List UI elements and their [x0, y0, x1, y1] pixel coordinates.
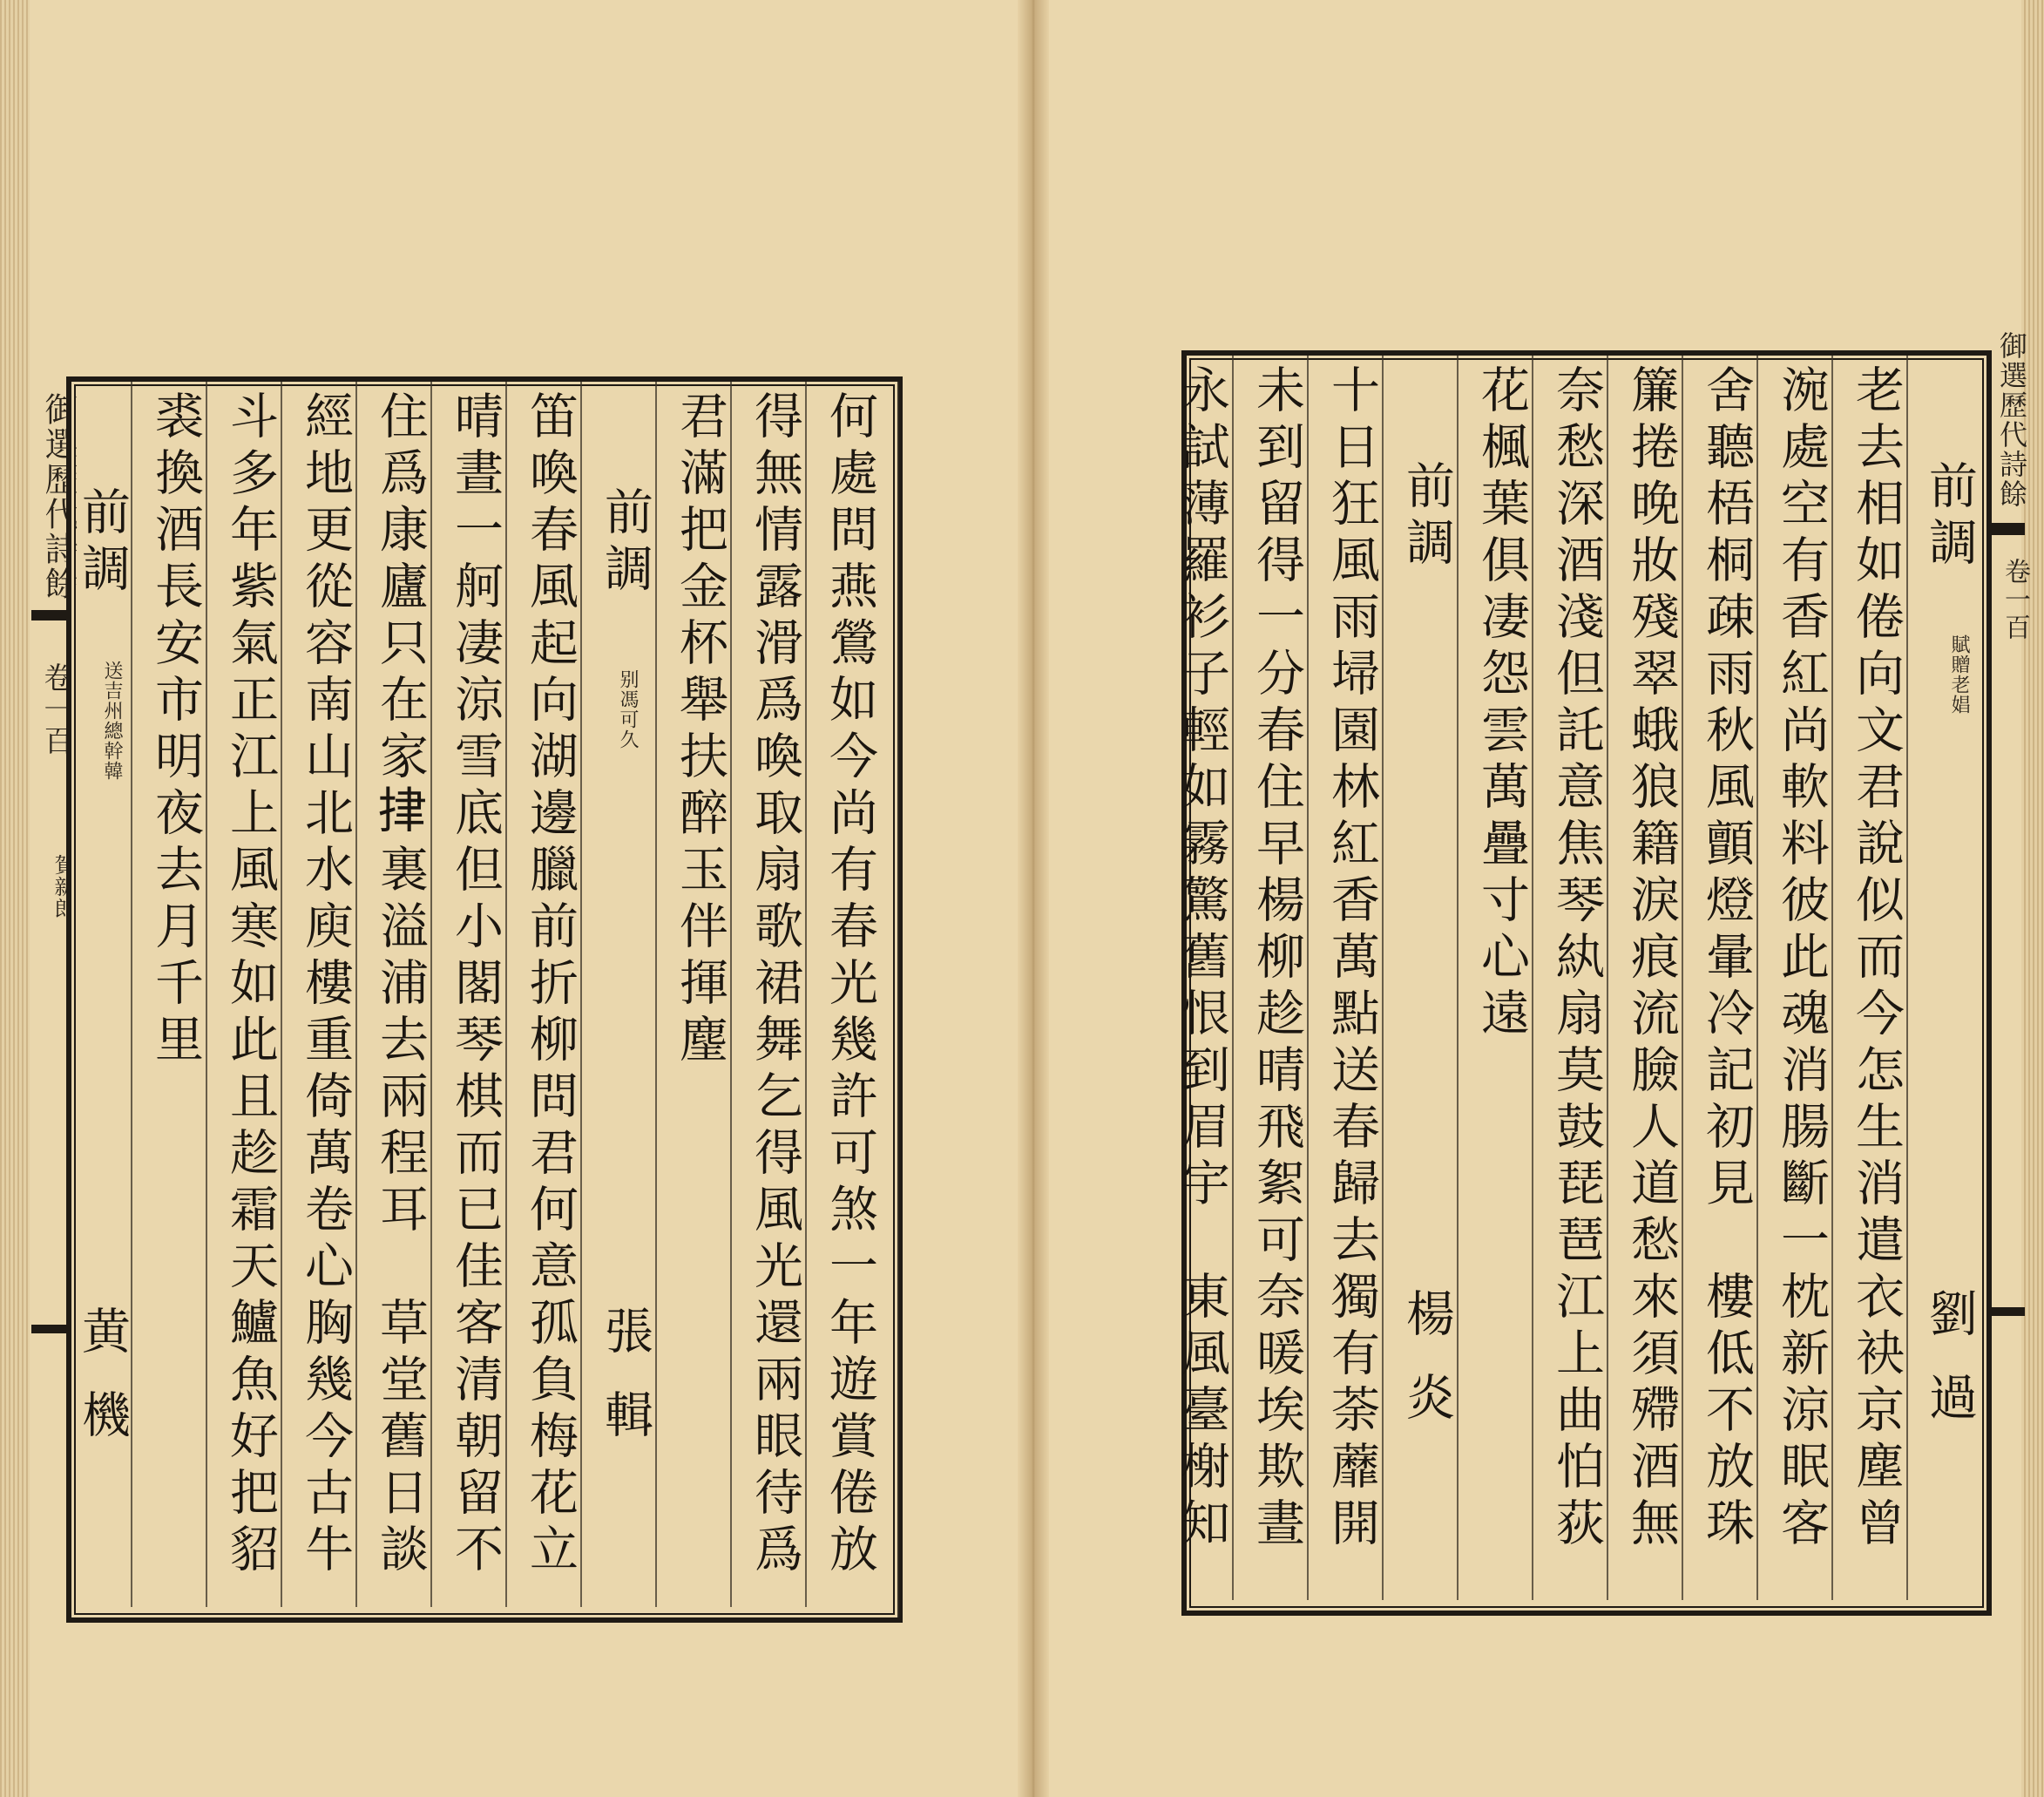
left-author-zhangji: 張輯	[597, 1305, 653, 1473]
right-author-liuguo: 劉過	[1921, 1288, 1978, 1455]
right-col-3: 涴處空有香紅尚軟料彼此魂消腸斷一枕新涼眠客	[1773, 364, 1830, 1554]
left-col-8: 經地更從容南山北水庾樓重倚萬卷心胸幾今古牛	[297, 390, 354, 1580]
right-col-8-heading: 前調	[1398, 460, 1455, 573]
left-col-2: 得無情露滑爲喚取扇歌裙舞乞得風光還兩眼待爲	[747, 390, 803, 1580]
right-margin-juan: 卷一百	[2000, 558, 2030, 641]
right-col-6: 奈愁深酒淺但託意焦琴紈扇莫鼓琵琶江上曲怕荻	[1548, 364, 1605, 1554]
right-col-7: 花楓葉俱凄怨雲萬疊寸心遠	[1473, 364, 1530, 1044]
left-columns	[71, 382, 897, 1607]
right-col-5: 簾捲晚妝殘翠蛾狼籍淚痕流臉人道愁來須殢酒無	[1623, 364, 1680, 1554]
left-col-4-heading: 前調	[597, 486, 653, 600]
right-author-yangyan: 楊炎	[1398, 1288, 1455, 1455]
left-col-1: 何處問燕鶯如今尚有春光幾許可煞一年遊賞倦放	[822, 390, 878, 1580]
right-col-2: 老去相如倦向文君說似而今怎生消遣衣袂京塵曾	[1848, 364, 1905, 1554]
left-col-6: 晴晝一舸凄涼雪底但小閣琴棋而已佳客清朝留不	[447, 390, 504, 1580]
left-col-7: 住爲康廬只在家𢫫裏溢浦去兩程耳 草堂舊日談	[372, 390, 429, 1580]
right-col-10: 未到留得一分春住早楊柳趁晴飛絮可奈暖埃欺晝	[1249, 364, 1305, 1554]
left-author-huangji: 黄機	[74, 1305, 131, 1473]
left-col-9: 斗多年紫氣正江上風寒如此且趁霜天鱸魚好把貂	[222, 390, 279, 1580]
right-col-9: 十日狂風雨埽園林紅香萬點送春歸去獨有荼蘼開	[1323, 364, 1380, 1554]
right-lower-fishtail-mark	[1986, 1307, 2025, 1316]
left-margin-title: 御選歷代詩餘	[39, 392, 78, 601]
left-margin-juan: 卷一百	[38, 662, 73, 756]
right-page-edge	[2021, 0, 2044, 1797]
right-columns	[1174, 356, 1986, 1600]
left-col-5: 笛喚春風起向湖邊臘前折柳問君何意孤負梅花立	[522, 390, 579, 1580]
left-col-10: 裘換酒長安市明夜去月千里	[147, 390, 204, 1070]
left-fishtail-mark	[31, 610, 66, 620]
left-col-4-note: 别馮可久	[617, 669, 639, 749]
left-page-edge	[0, 0, 30, 1797]
book-gutter	[1018, 0, 1049, 1797]
right-fishtail-mark	[1986, 523, 2025, 535]
left-col-11-note: 送吉州總幹韓	[101, 661, 123, 781]
left-margin-tune: 賀新郎	[51, 854, 75, 919]
right-margin-title: 御選歷代詩餘	[1995, 331, 2028, 509]
left-col-11-heading: 前調	[74, 486, 131, 600]
left-col-3: 君滿把金杯舉扶醉玉伴揮麈	[672, 390, 728, 1070]
right-col-1-heading: 前調	[1921, 460, 1978, 573]
left-lower-fishtail-mark	[31, 1325, 66, 1333]
right-col-4: 舍聽梧桐疎雨秋風顫燈暈冷記初見 樓低不放珠	[1698, 364, 1755, 1554]
right-col-1-note: 賦贈老娼	[1948, 634, 1970, 715]
right-col-11: 永試薄羅衫子輕如霧驚舊恨到眉宇 東風臺榭知	[1174, 364, 1230, 1554]
